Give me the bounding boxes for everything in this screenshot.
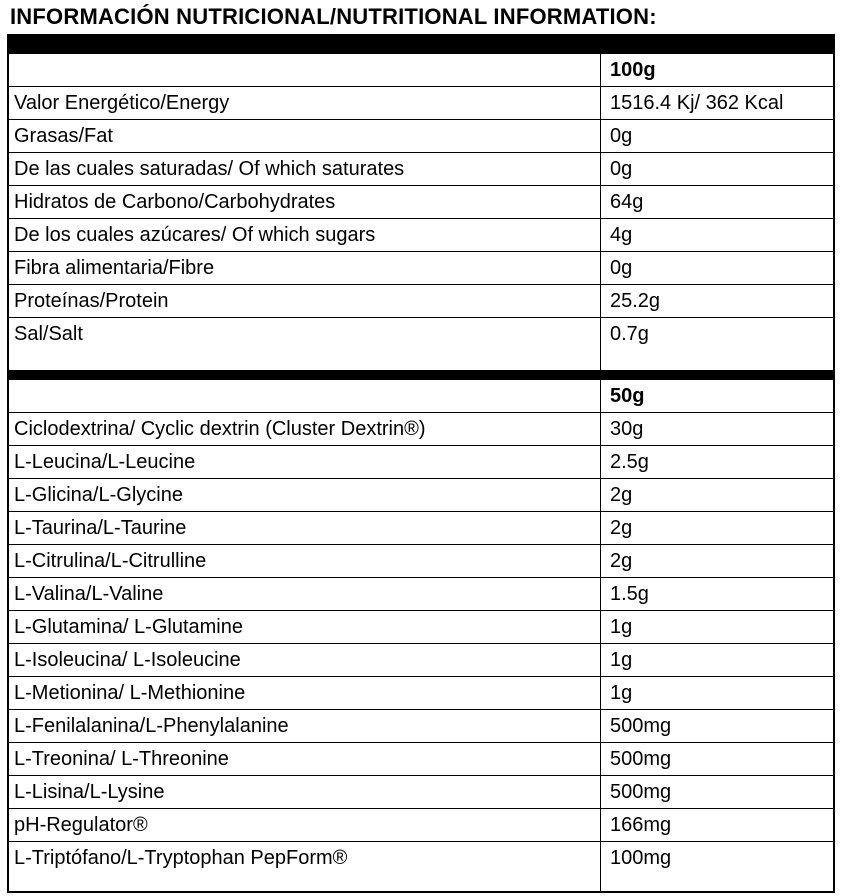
nutrient-value: 2g (610, 484, 633, 506)
nutrient-row (9, 186, 833, 219)
nutrient-name: De los cuales azúcares/ Of which sugars (14, 224, 376, 246)
nutrient-value: 2.5g (610, 451, 649, 473)
nutrient-value: 500mg (610, 715, 672, 737)
nutrient-name: Proteínas/Protein (14, 290, 169, 312)
nutrient-row (9, 578, 833, 611)
per-100g-header: 100g (610, 59, 656, 81)
nutrient-row (9, 446, 833, 479)
per-50g-header: 50g (610, 385, 645, 407)
nutrient-row (9, 743, 833, 776)
nutrient-name: pH-Regulator® (14, 814, 148, 836)
nutrient-value: 0.7g (610, 323, 649, 345)
nutrient-value: 25.2g (610, 290, 661, 312)
nutrient-row (9, 87, 833, 120)
nutrient-row (9, 545, 833, 578)
nutrient-name: L-Triptófano/L-Tryptophan PepForm® (14, 847, 348, 869)
nutrient-value: 1516.4 Kj/ 362 Kcal (610, 92, 784, 114)
nutrient-value: 2g (610, 517, 633, 539)
nutrient-name: L-Glutamina/ L-Glutamine (14, 616, 243, 638)
nutrient-name: Valor Energético/Energy (14, 92, 230, 114)
nutrient-name: Ciclodextrina/ Cyclic dextrin (Cluster Dextrin®) (14, 418, 426, 440)
nutrient-name: Fibra alimentaria/Fibre (14, 257, 215, 279)
nutrient-value: 500mg (610, 748, 672, 770)
nutrient-row (9, 252, 833, 285)
nutrient-row (9, 644, 833, 677)
top-divider-bar (7, 34, 835, 54)
nutrient-value: 64g (610, 191, 644, 213)
nutrient-value: 4g (610, 224, 633, 246)
nutrient-name: Hidratos de Carbono/Carbohydrates (14, 191, 336, 213)
nutrient-row (9, 512, 833, 545)
nutrient-value: 2g (610, 550, 633, 572)
nutrient-row (9, 120, 833, 153)
nutrient-row (9, 611, 833, 644)
nutrient-row (9, 710, 833, 743)
nutrient-name: L-Metionina/ L-Methionine (14, 682, 246, 704)
nutrient-value: 166mg (610, 814, 672, 836)
nutrient-name: L-Glicina/L-Glycine (14, 484, 183, 506)
nutrient-value: 100mg (610, 847, 672, 869)
label-title: INFORMACIÓN NUTRICIONAL/NUTRITIONAL INFORMATION: (10, 4, 657, 29)
section-divider-bar (7, 370, 835, 380)
nutrient-value: 1g (610, 682, 633, 704)
per-100g-section (9, 54, 833, 351)
nutrient-row (9, 153, 833, 186)
nutrient-value: 0g (610, 257, 633, 279)
section-header-row (9, 380, 833, 413)
nutrient-row (9, 413, 833, 446)
nutrient-value: 0g (610, 125, 633, 147)
nutrient-row (9, 285, 833, 318)
nutrient-name: L-Isoleucina/ L-Isoleucine (14, 649, 241, 671)
nutrient-row (9, 842, 833, 875)
nutrient-value: 30g (610, 418, 644, 440)
nutrient-name: L-Fenilalanina/L-Phenylalanine (14, 715, 289, 737)
nutrient-row (9, 776, 833, 809)
nutrient-value: 500mg (610, 781, 672, 803)
nutrient-value: 1g (610, 616, 633, 638)
section-header-row (9, 54, 833, 87)
nutrient-value: 1.5g (610, 583, 649, 605)
nutrient-value: 1g (610, 649, 633, 671)
nutrient-value: 0g (610, 158, 633, 180)
nutrient-row (9, 219, 833, 252)
nutrient-row (9, 318, 833, 351)
nutrient-row (9, 809, 833, 842)
nutrient-name: L-Valina/L-Valine (14, 583, 164, 605)
nutrient-row (9, 479, 833, 512)
nutrient-name: L-Lisina/L-Lysine (14, 781, 165, 803)
nutrient-name: Sal/Salt (14, 323, 83, 345)
nutrient-name: De las cuales saturadas/ Of which saturates (14, 158, 405, 180)
nutrient-row (9, 677, 833, 710)
nutrient-name: L-Taurina/L-Taurine (14, 517, 187, 539)
nutrient-name: Grasas/Fat (14, 125, 113, 147)
nutrient-name: L-Citrulina/L-Citrulline (14, 550, 207, 572)
per-50g-section (9, 380, 833, 875)
nutrient-name: L-Leucina/L-Leucine (14, 451, 196, 473)
nutrient-name: L-Treonina/ L-Threonine (14, 748, 229, 770)
